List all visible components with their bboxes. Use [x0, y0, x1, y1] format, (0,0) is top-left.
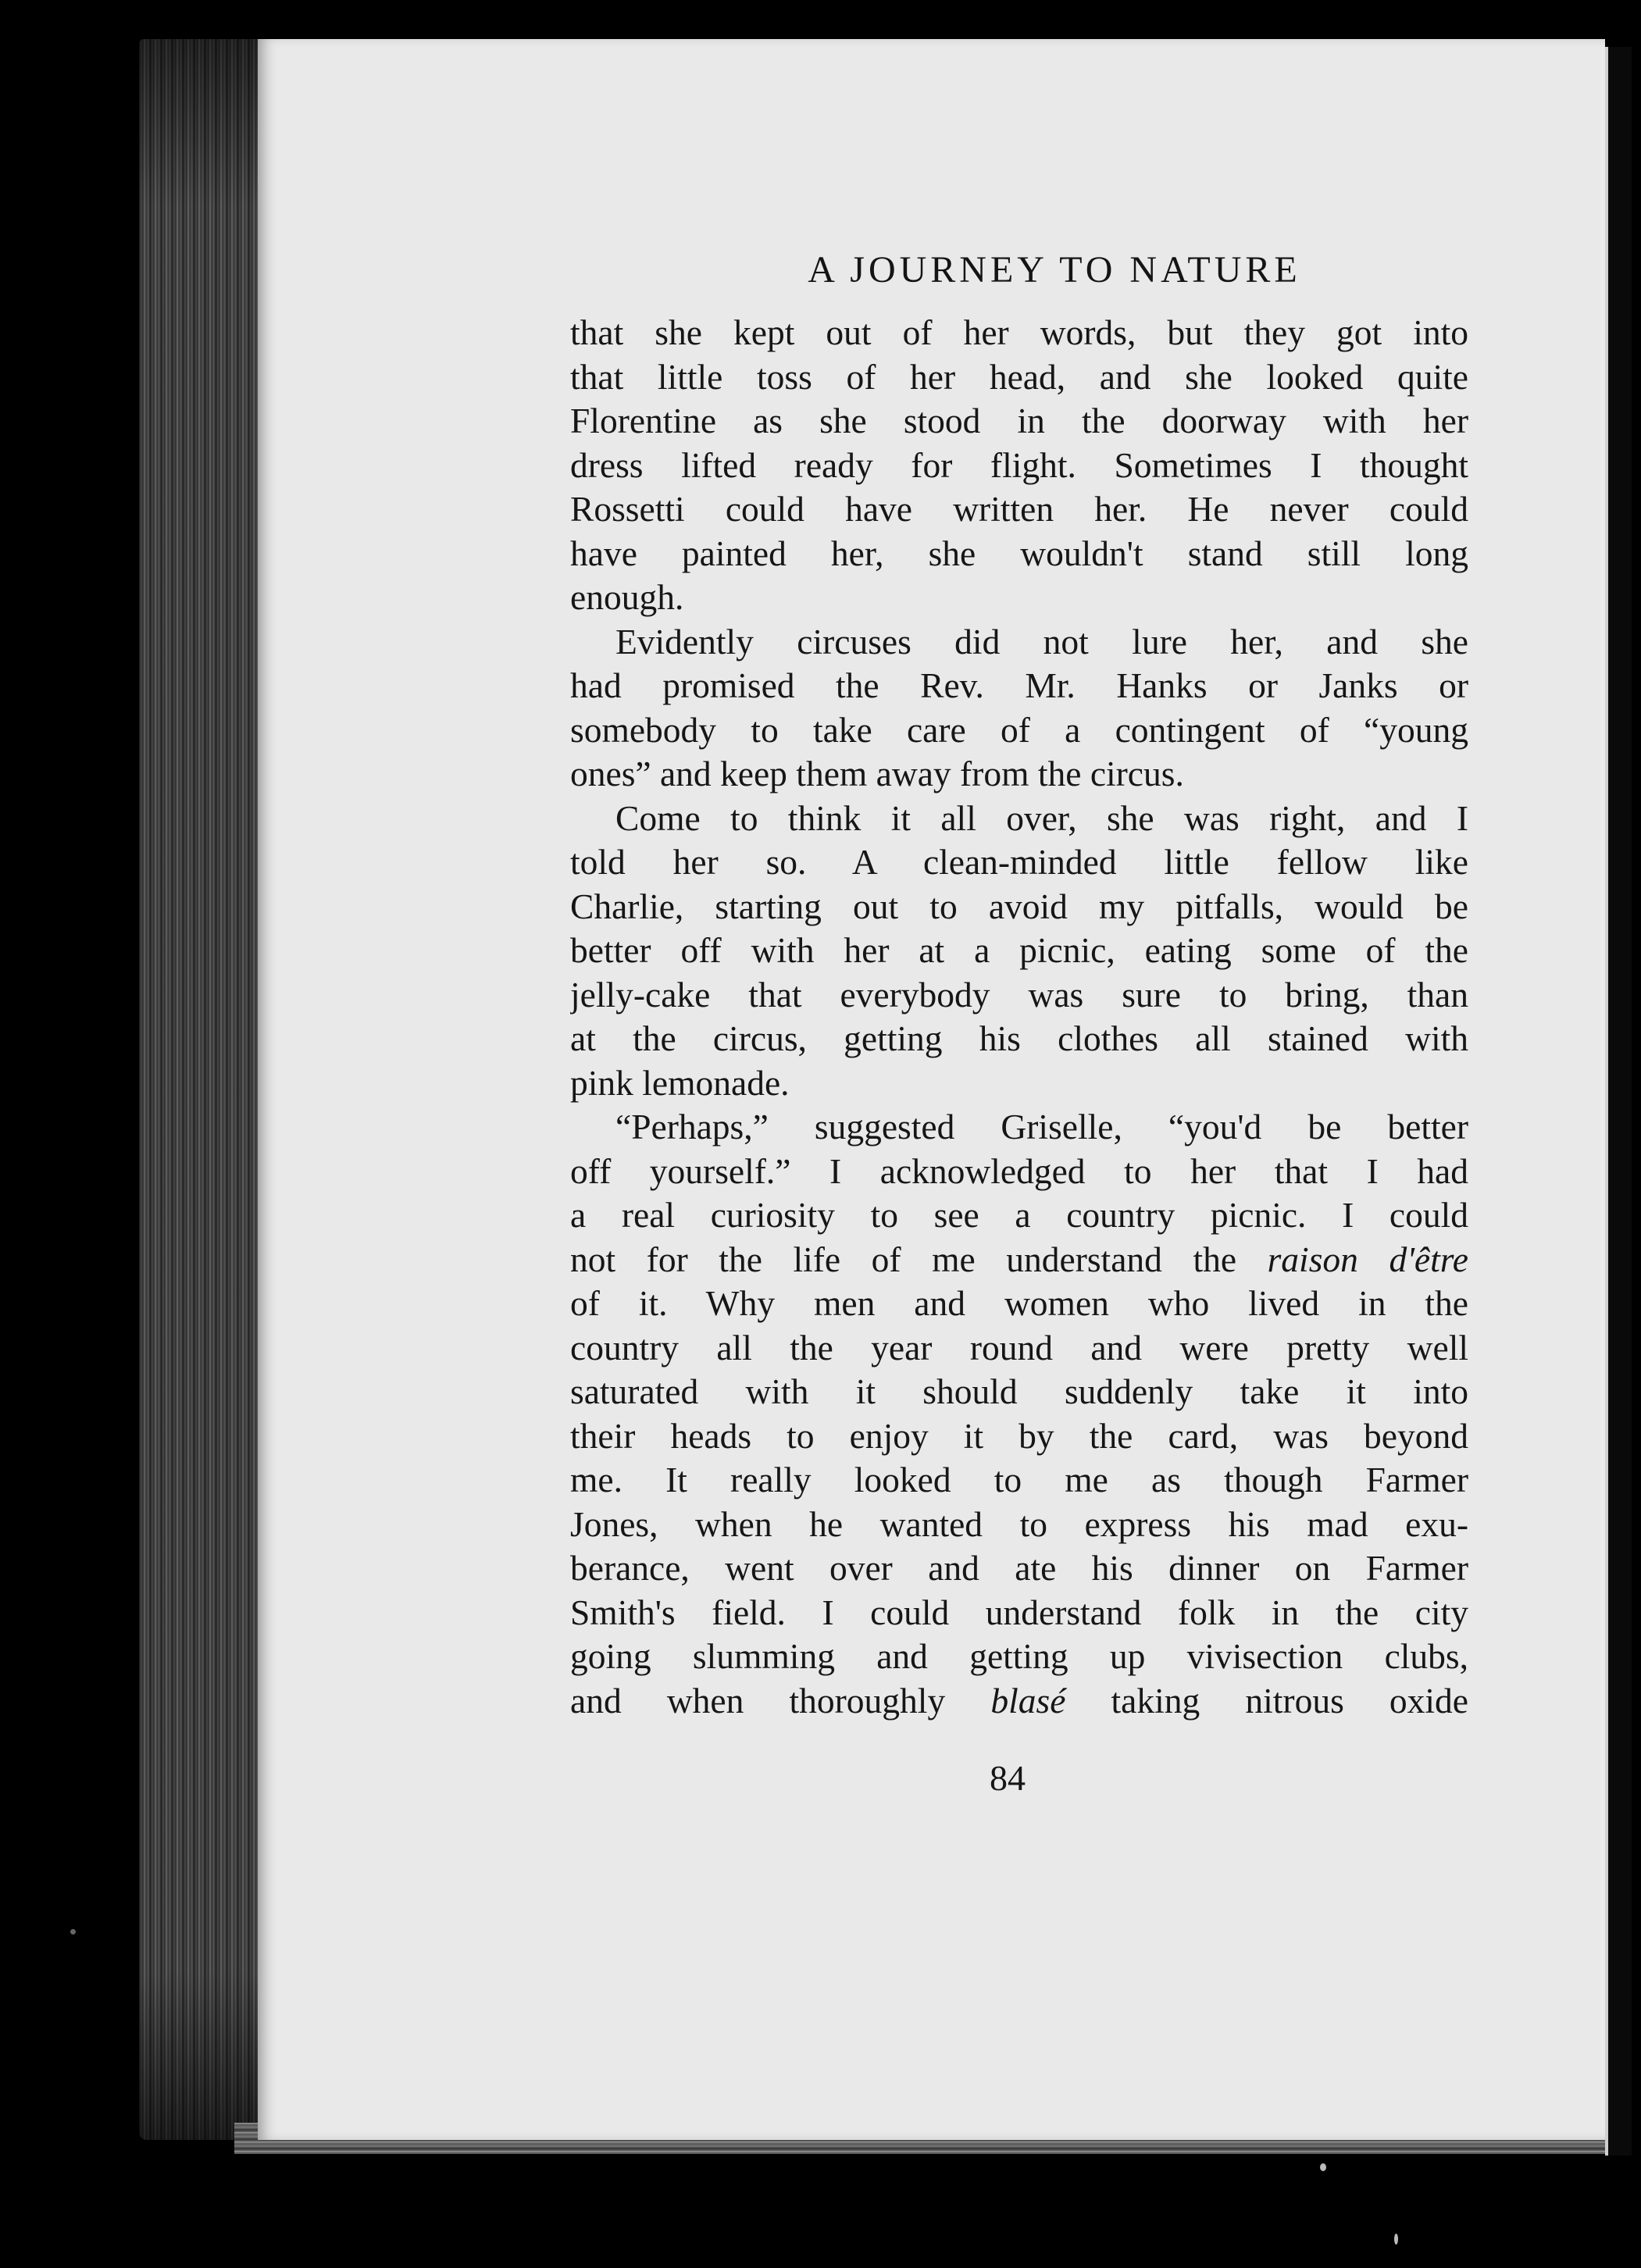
text-line: that she kept out of her words, but they got into [570, 312, 1468, 352]
text-line: jelly-cake that everybody was sure to bring, than [570, 974, 1468, 1015]
text-line: enough. [570, 577, 684, 617]
text-line: somebody to take care of a contingent of “young [570, 709, 1468, 750]
text-line: their heads to enjoy it by the card, was beyond [570, 1415, 1468, 1456]
body-text [570, 311, 1468, 1723]
text-line: dress lifted ready for flight. Sometimes I thought [570, 444, 1468, 485]
text-line: at the circus, getting his clothes all stained with [570, 1018, 1468, 1058]
text-line: “Perhaps,” suggested Griselle, “you'd be better [615, 1107, 1468, 1146]
text-line: a real curiosity to see a country picnic. I could [570, 1195, 1468, 1235]
dust-speck [1320, 2163, 1326, 2171]
text-line: have painted her, she wouldn't stand still long [570, 533, 1468, 573]
text-line: berance, went over and ate his dinner on Farmer [570, 1548, 1468, 1588]
text-line: told her so. A clean-minded little fellow like [570, 842, 1468, 882]
text-line: ones” and keep them away from the circus. [570, 754, 1184, 793]
dust-speck [70, 1929, 76, 1935]
text-line: pink lemonade. [570, 1062, 790, 1103]
text-line: Charlie, starting out to avoid my pitfalls, would be [570, 886, 1468, 926]
text-line: Smith's field. I could understand folk in the city [570, 1592, 1468, 1632]
text-line: of it. Why men and women who lived in the [570, 1283, 1468, 1323]
text-line: Jones, when he wanted to express his mad exu- [570, 1503, 1468, 1544]
dust-speck [1394, 2234, 1398, 2245]
text-line: Florentine as she stood in the doorway with her [570, 401, 1468, 440]
text-line: saturated with it should suddenly take it into [570, 1371, 1468, 1411]
page-stack-edge [139, 39, 272, 2140]
binding-edge [1605, 47, 1632, 2156]
text-line: off yourself.” I acknowledged to her that I had [570, 1150, 1468, 1191]
text-line: going slumming and getting up vivisection clubs, [570, 1636, 1468, 1676]
page-number: 84 [990, 1758, 1026, 1798]
text-line: Evidently circuses did not lure her, and she [615, 621, 1468, 662]
text-line: me. It really looked to me as though Farmer [570, 1460, 1468, 1500]
text-line: Rossetti could have written her. He never could [570, 489, 1468, 529]
text-line: not for the life of me understand the raison d'être [570, 1239, 1468, 1279]
text-line: Come to think it all over, she was right, and I [615, 797, 1468, 838]
text-line: had promised the Rev. Mr. Hanks or Janks or [570, 665, 1468, 705]
running-head: A JOURNEY TO NATURE [808, 249, 1301, 291]
text-line: country all the year round and were pretty well [570, 1327, 1468, 1368]
text-line: and when thoroughly blasé taking nitrous oxide [570, 1680, 1468, 1721]
text-line: better off with her at a picnic, eating some of the [570, 930, 1468, 970]
text-line: that little toss of her head, and she looked quite [570, 356, 1468, 397]
